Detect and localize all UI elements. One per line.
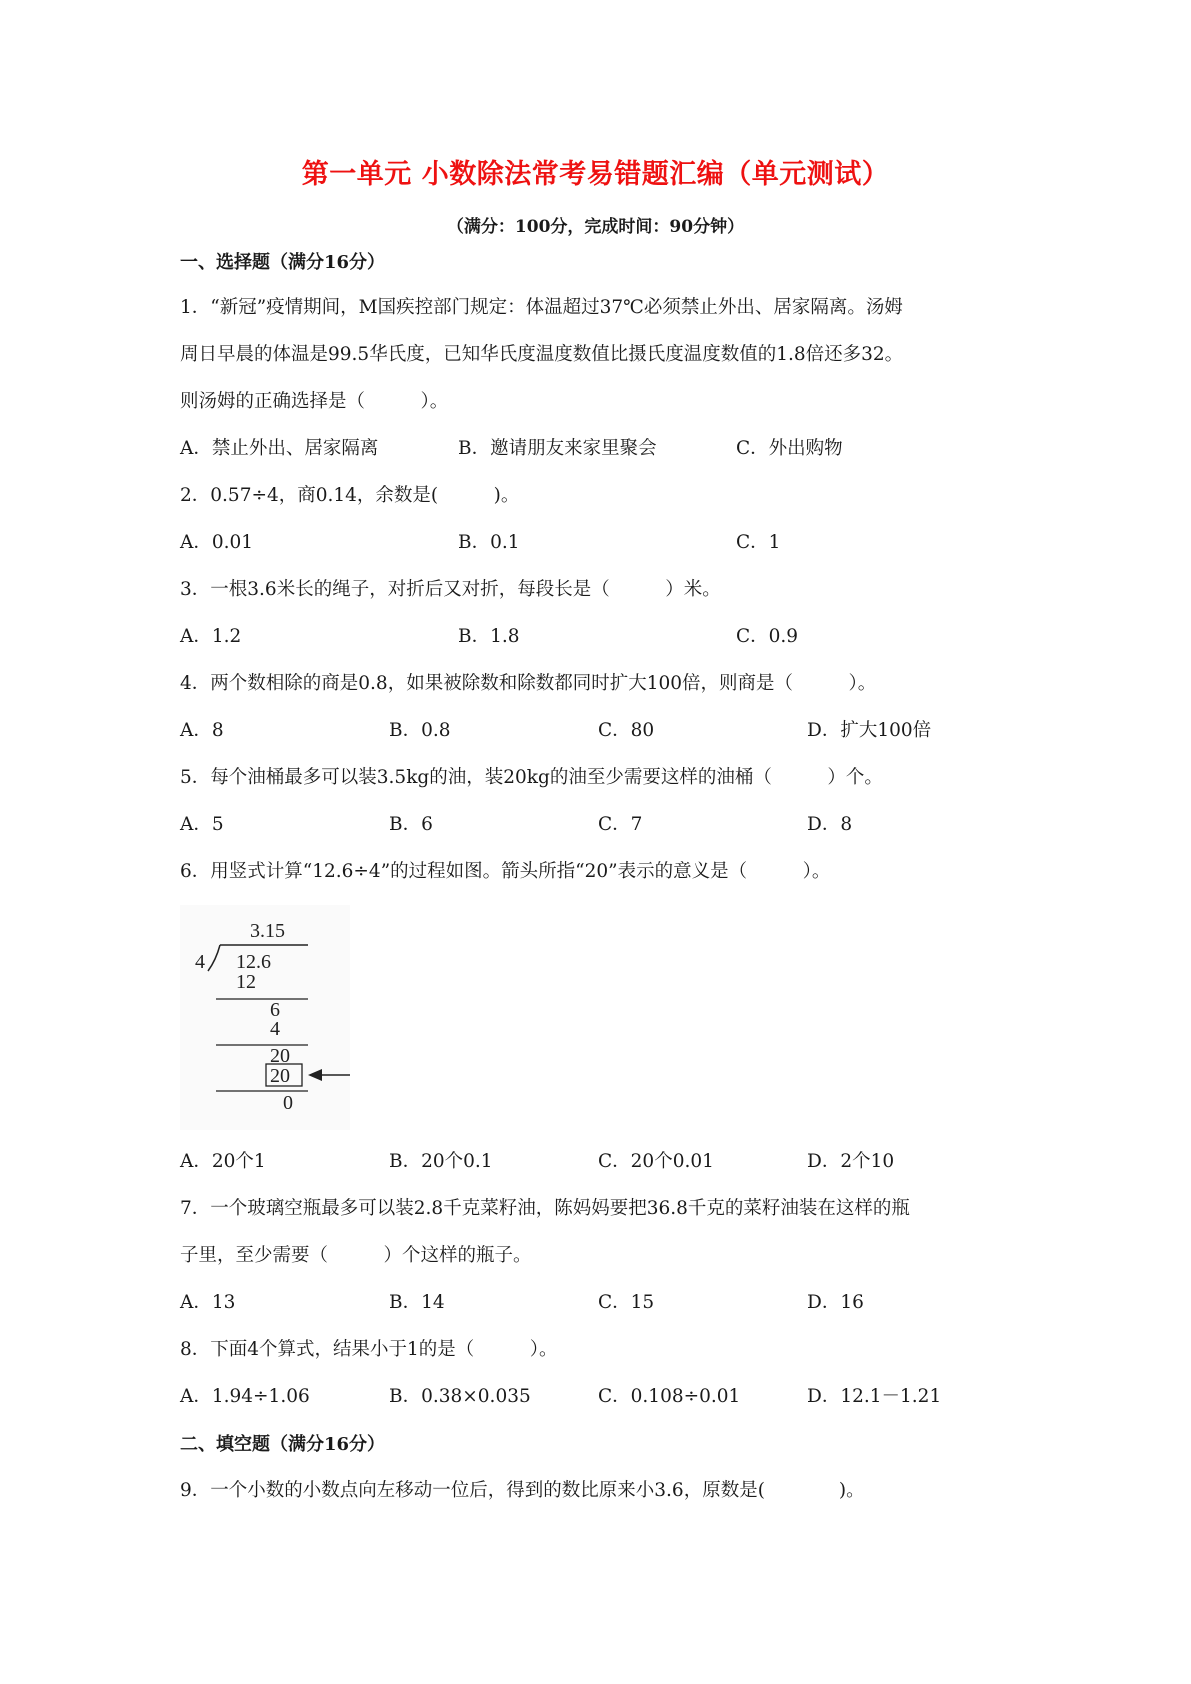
option-a: A．13 [180,1292,236,1313]
option-c: C．7 [598,814,643,835]
figure-step-2: 6 [270,999,280,1021]
option-c: C．80 [598,720,655,741]
question-8-options [180,1382,1040,1408]
question-1-line-2: 周日早晨的体温是99.5华氏度，已知华氏度温度数值比摄氏度温度数值的1.8倍还多32。 [180,344,904,365]
option-d: D．16 [807,1292,864,1313]
option-d: D．12.1－1.21 [807,1386,942,1407]
question-5-options [180,810,1040,836]
option-c: C．外出购物 [736,438,843,459]
question-3: 3．一根3.6米长的绳子，对折后又对折，每段长是（ ）米。 [180,579,721,600]
option-c: C．15 [598,1292,655,1313]
option-a: A．1.94÷1.06 [180,1386,310,1407]
section-heading-fill-blank: 二、填空题（满分16分） [180,1434,386,1455]
option-a: A．1.2 [180,626,242,647]
option-b: B．0.1 [458,532,520,553]
question-7-line-1: 7．一个玻璃空瓶最多可以装2.8千克菜籽油，陈妈妈要把36.8千克的菜籽油装在这样的瓶 [180,1198,910,1219]
figure-divisor: 4 [195,951,205,973]
question-4-options [180,716,1040,742]
question-1-line-3: 则汤姆的正确选择是（ ）。 [180,391,449,412]
page-title: 第一单元 小数除法常考易错题汇编（单元测试） [301,159,890,190]
figure-step-4: 20 [270,1045,290,1067]
long-division-figure [180,905,350,1130]
option-a: A．20个1 [180,1151,266,1172]
question-4: 4．两个数相除的商是0.8，如果被除数和除数都同时扩大100倍，则商是（ ）。 [180,673,877,694]
question-6-options [180,1147,1040,1173]
section-heading-choice: 一、选择题（满分16分） [180,252,386,273]
option-b: B．20个0.1 [389,1151,493,1172]
figure-dividend: 12.6 [236,951,271,973]
question-2: 2．0.57÷4，商0.14，余数是( )。 [180,485,520,506]
option-b: B．14 [389,1292,445,1313]
option-c: C．20个0.01 [598,1151,714,1172]
option-a: A．8 [180,720,224,741]
figure-step-1: 12 [236,971,256,993]
question-9: 9．一个小数的小数点向左移动一位后，得到的数比原来小3.6，原数是( )。 [180,1480,865,1501]
question-1-options [180,434,1040,460]
option-b: B．0.8 [389,720,451,741]
option-c: C．0.9 [736,626,799,647]
arrow-left-icon [308,1069,350,1081]
question-7-options [180,1288,1040,1314]
question-8: 8．下面4个算式，结果小于1的是（ ）。 [180,1339,558,1360]
option-c: C．0.108÷0.01 [598,1386,741,1407]
figure-boxed-step: 20 [270,1065,290,1087]
question-2-options [180,528,1040,554]
question-6: 6．用竖式计算“12.6÷4”的过程如图。箭头所指“20”表示的意义是（ ）。 [180,861,831,882]
question-5: 5．每个油桶最多可以装3.5kg的油，装20kg的油至少需要这样的油桶（ ）个。 [180,767,883,788]
option-a: A．5 [180,814,224,835]
figure-quotient: 3.15 [250,920,285,942]
option-b: B．0.38×0.035 [389,1386,531,1407]
option-b: B．1.8 [458,626,520,647]
question-7-line-2: 子里，至少需要（ ）个这样的瓶子。 [180,1245,532,1266]
option-d: D．扩大100倍 [807,720,932,741]
option-b: B．6 [389,814,433,835]
question-3-options [180,622,1040,648]
figure-step-6: 0 [283,1092,293,1114]
option-d: D．8 [807,814,853,835]
option-a: A．0.01 [180,532,254,553]
option-c: C．1 [736,532,781,553]
option-d: D．2个10 [807,1151,895,1172]
option-b: B．邀请朋友来家里聚会 [458,438,657,459]
option-a: A．禁止外出、居家隔离 [180,438,379,459]
figure-step-3: 4 [270,1018,280,1040]
page-subtitle: （满分：100分，完成时间：90分钟） [446,217,745,237]
question-1-line-1: 1．“新冠”疫情期间，M国疾控部门规定：体温超过37℃必须禁止外出、居家隔离。汤姆 [180,297,903,318]
